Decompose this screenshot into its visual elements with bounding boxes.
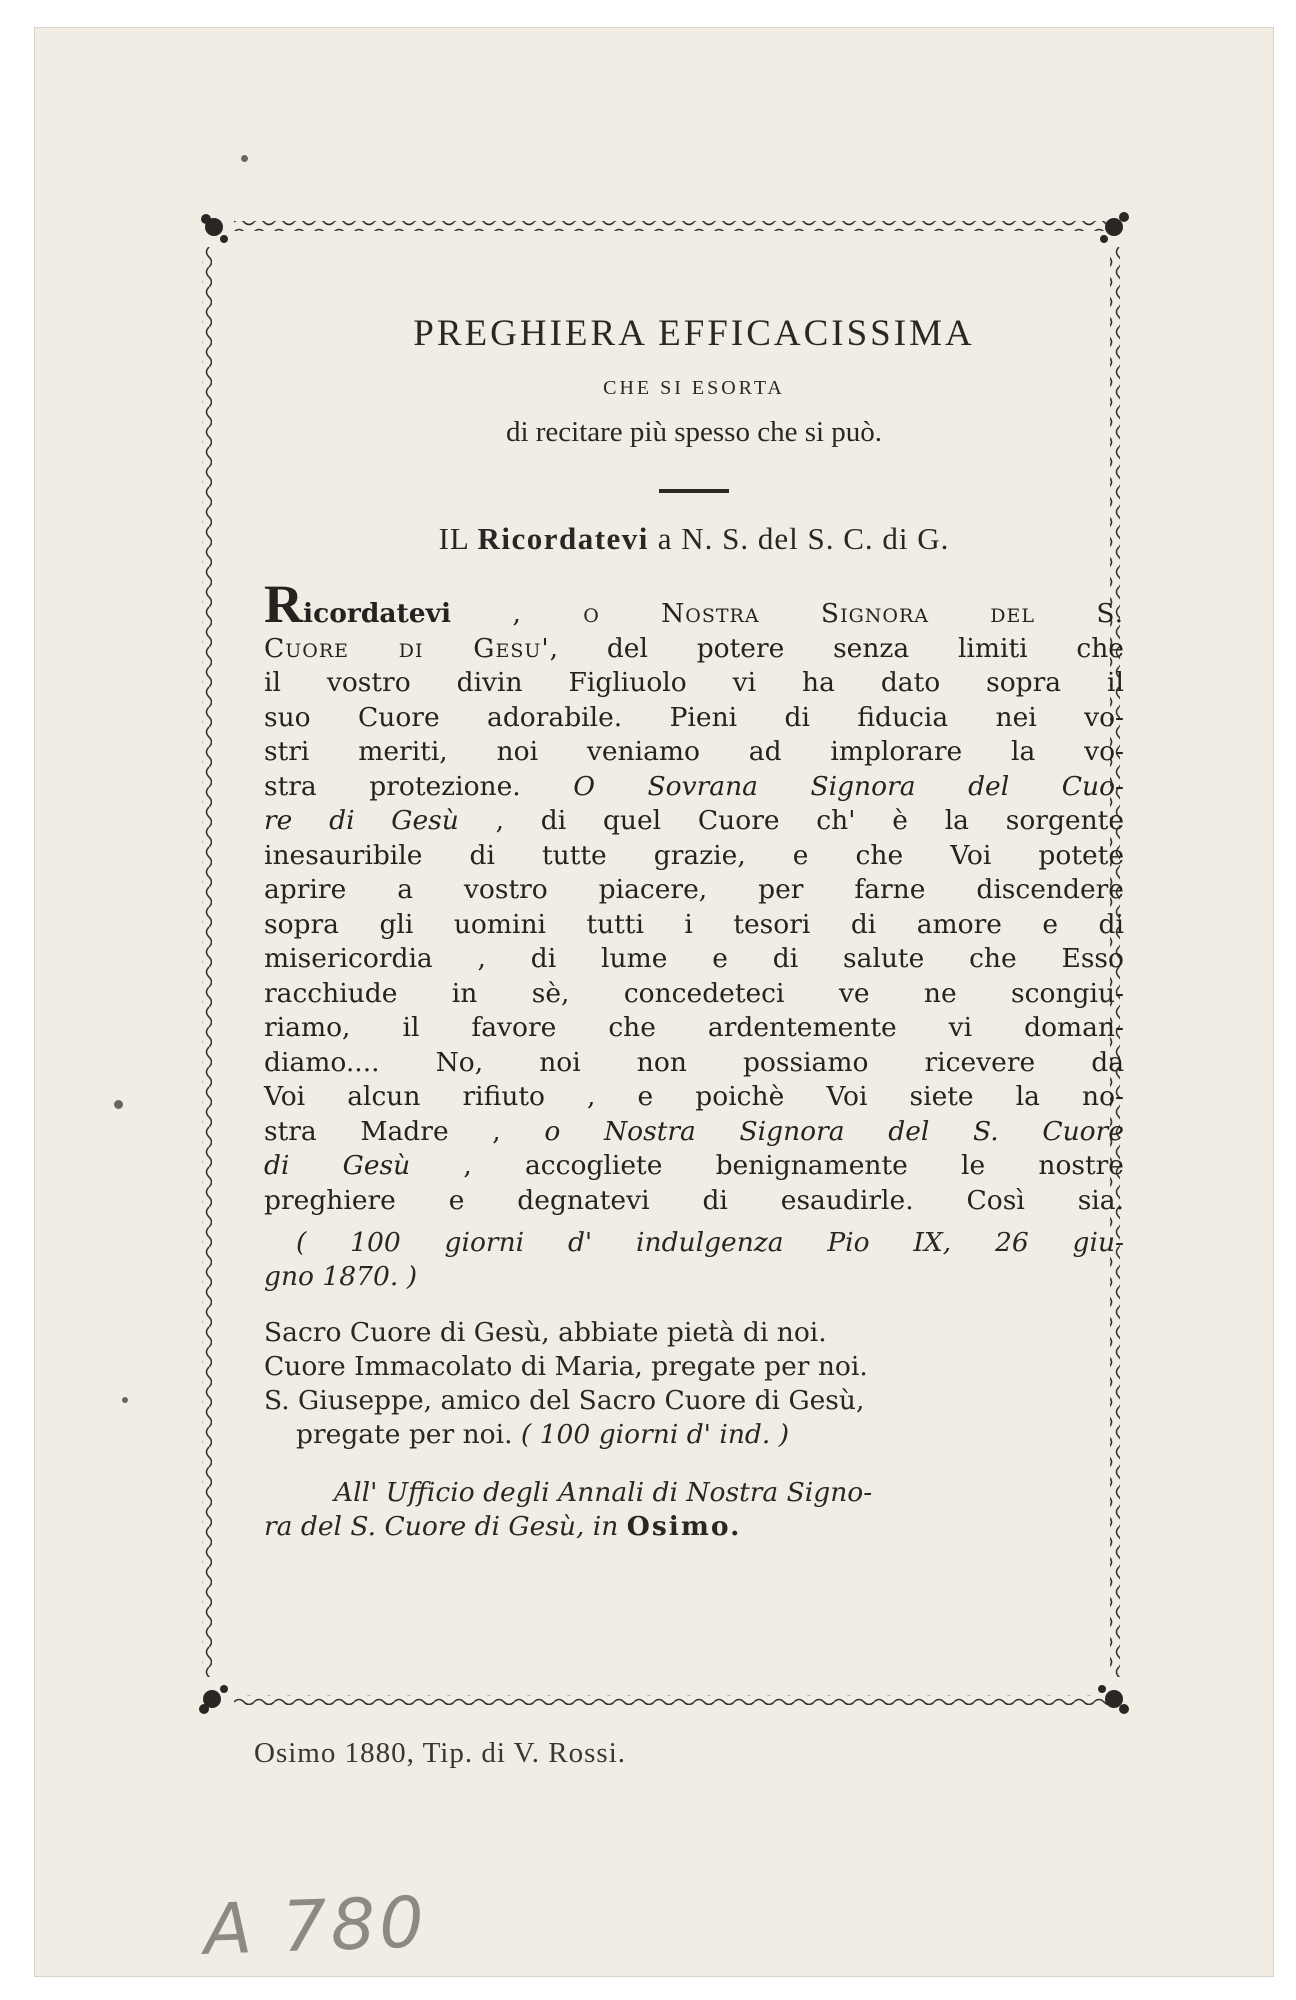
prayer-body — [264, 574, 1124, 1218]
office-bold: Osimo. — [626, 1511, 742, 1542]
heading-bold: Ricordatevi — [477, 521, 649, 556]
body-line: aprire a vostro piacere, per farne discendere — [264, 874, 1124, 905]
prayer-italic: ( 100 giorni d' ind. ) — [520, 1419, 790, 1450]
holy-card-back — [34, 27, 1274, 1977]
body-italic: re di Gesù — [264, 805, 459, 836]
body-line: stri meriti, noi veniamo ad implorare la vo- — [264, 736, 1124, 767]
prayer-line: Cuore Immacolato di Maria, pregate per noi. — [264, 1351, 868, 1382]
indulgence-note — [264, 1226, 1124, 1294]
body-italic: di Gesù — [264, 1150, 411, 1181]
body-line — [264, 1115, 1124, 1150]
body-line: suo Cuore adorabile. Pieni di fiducia nei vo- — [264, 701, 1124, 733]
prayer-line: S. Giuseppe, amico del Sacro Cuore di Gesù, — [264, 1385, 865, 1416]
body-text: , di quel Cuore ch' è la sorgente — [458, 805, 1124, 836]
body-italic: o Nostra Signora del S. Cuore — [544, 1115, 1124, 1147]
body-line — [264, 574, 1124, 634]
divider — [659, 489, 729, 493]
indulgence-line: gno 1870. ) — [264, 1261, 418, 1292]
body-line: riamo, il favore che ardentemente vi doman- — [264, 1012, 1124, 1043]
body-smallcaps: , o Nostra Signora del S. — [451, 598, 1124, 629]
printer-imprint: Osimo 1880, Tip. di V. Rossi. — [254, 1737, 627, 1769]
drop-cap: R — [264, 574, 303, 634]
body-line: inesauribile di tutte grazie, e che Voi potete — [264, 839, 1124, 871]
body-line: racchiude in sè, concedeteci ve ne scongiu- — [264, 977, 1124, 1009]
body-italic: O Sovrana Signora del Cuo- — [573, 770, 1124, 802]
office-italic: ra del S. Cuore di Gesù, in — [264, 1511, 627, 1542]
body-line — [264, 770, 1124, 805]
prayer-title: PREGHIERA EFFICACISSIMA — [413, 313, 975, 354]
heading-prefix: IL — [438, 521, 478, 556]
office-line — [264, 1510, 1124, 1544]
body-line: il vostro divin Figliuolo vi ha dato sopra il — [264, 667, 1124, 698]
heading-suffix: a N. S. del S. C. di G. — [648, 521, 950, 556]
body-line — [264, 1149, 1124, 1184]
prayer-subtitle-caps: CHE SI ESORTA — [603, 377, 785, 399]
body-text: , del potere senza limiti che — [549, 632, 1124, 664]
body-text: stra Madre , — [264, 1115, 545, 1147]
body-smallcaps: Cuore di Gesu' — [264, 632, 550, 664]
body-line: Voi alcun rifiuto , e poichè Voi siete la no- — [264, 1081, 1124, 1112]
body-text: stra protezione. — [264, 770, 574, 802]
body-text: , accogliete benignamente le nostre — [410, 1150, 1124, 1181]
body-line: sopra gli uomini tutti i tesori di amore e di — [264, 908, 1124, 940]
body-bold: icordatevi — [303, 598, 452, 629]
body-line — [264, 632, 1124, 667]
body-line: diamo.... No, noi non possiamo ricevere da — [264, 1046, 1124, 1078]
prayer-line — [264, 1418, 1124, 1452]
office-credit — [264, 1476, 1124, 1544]
prayer-text: pregate per noi. — [296, 1419, 521, 1450]
body-line: preghiere e degnatevi di esaudirle. Così sia. — [264, 1184, 1124, 1216]
short-prayers — [264, 1316, 1124, 1452]
prayer-heading — [264, 521, 1124, 557]
prayer-line: Sacro Cuore di Gesù, abbiate pietà di noi. — [264, 1317, 827, 1348]
body-line: misericordia , di lume e di salute che Esso — [264, 943, 1124, 974]
prayer-subtitle: di recitare più spesso che si può. — [505, 416, 883, 448]
indulgence-line: ( 100 giorni d' indulgenza Pio IX, 26 giu- — [296, 1227, 1124, 1258]
office-line: All' Ufficio degli Annali di Nostra Signo- — [334, 1477, 873, 1508]
body-line — [264, 804, 1124, 839]
prayer-text-block — [264, 312, 1124, 1544]
pencil-catalog-number: A 780 — [202, 1881, 430, 1971]
